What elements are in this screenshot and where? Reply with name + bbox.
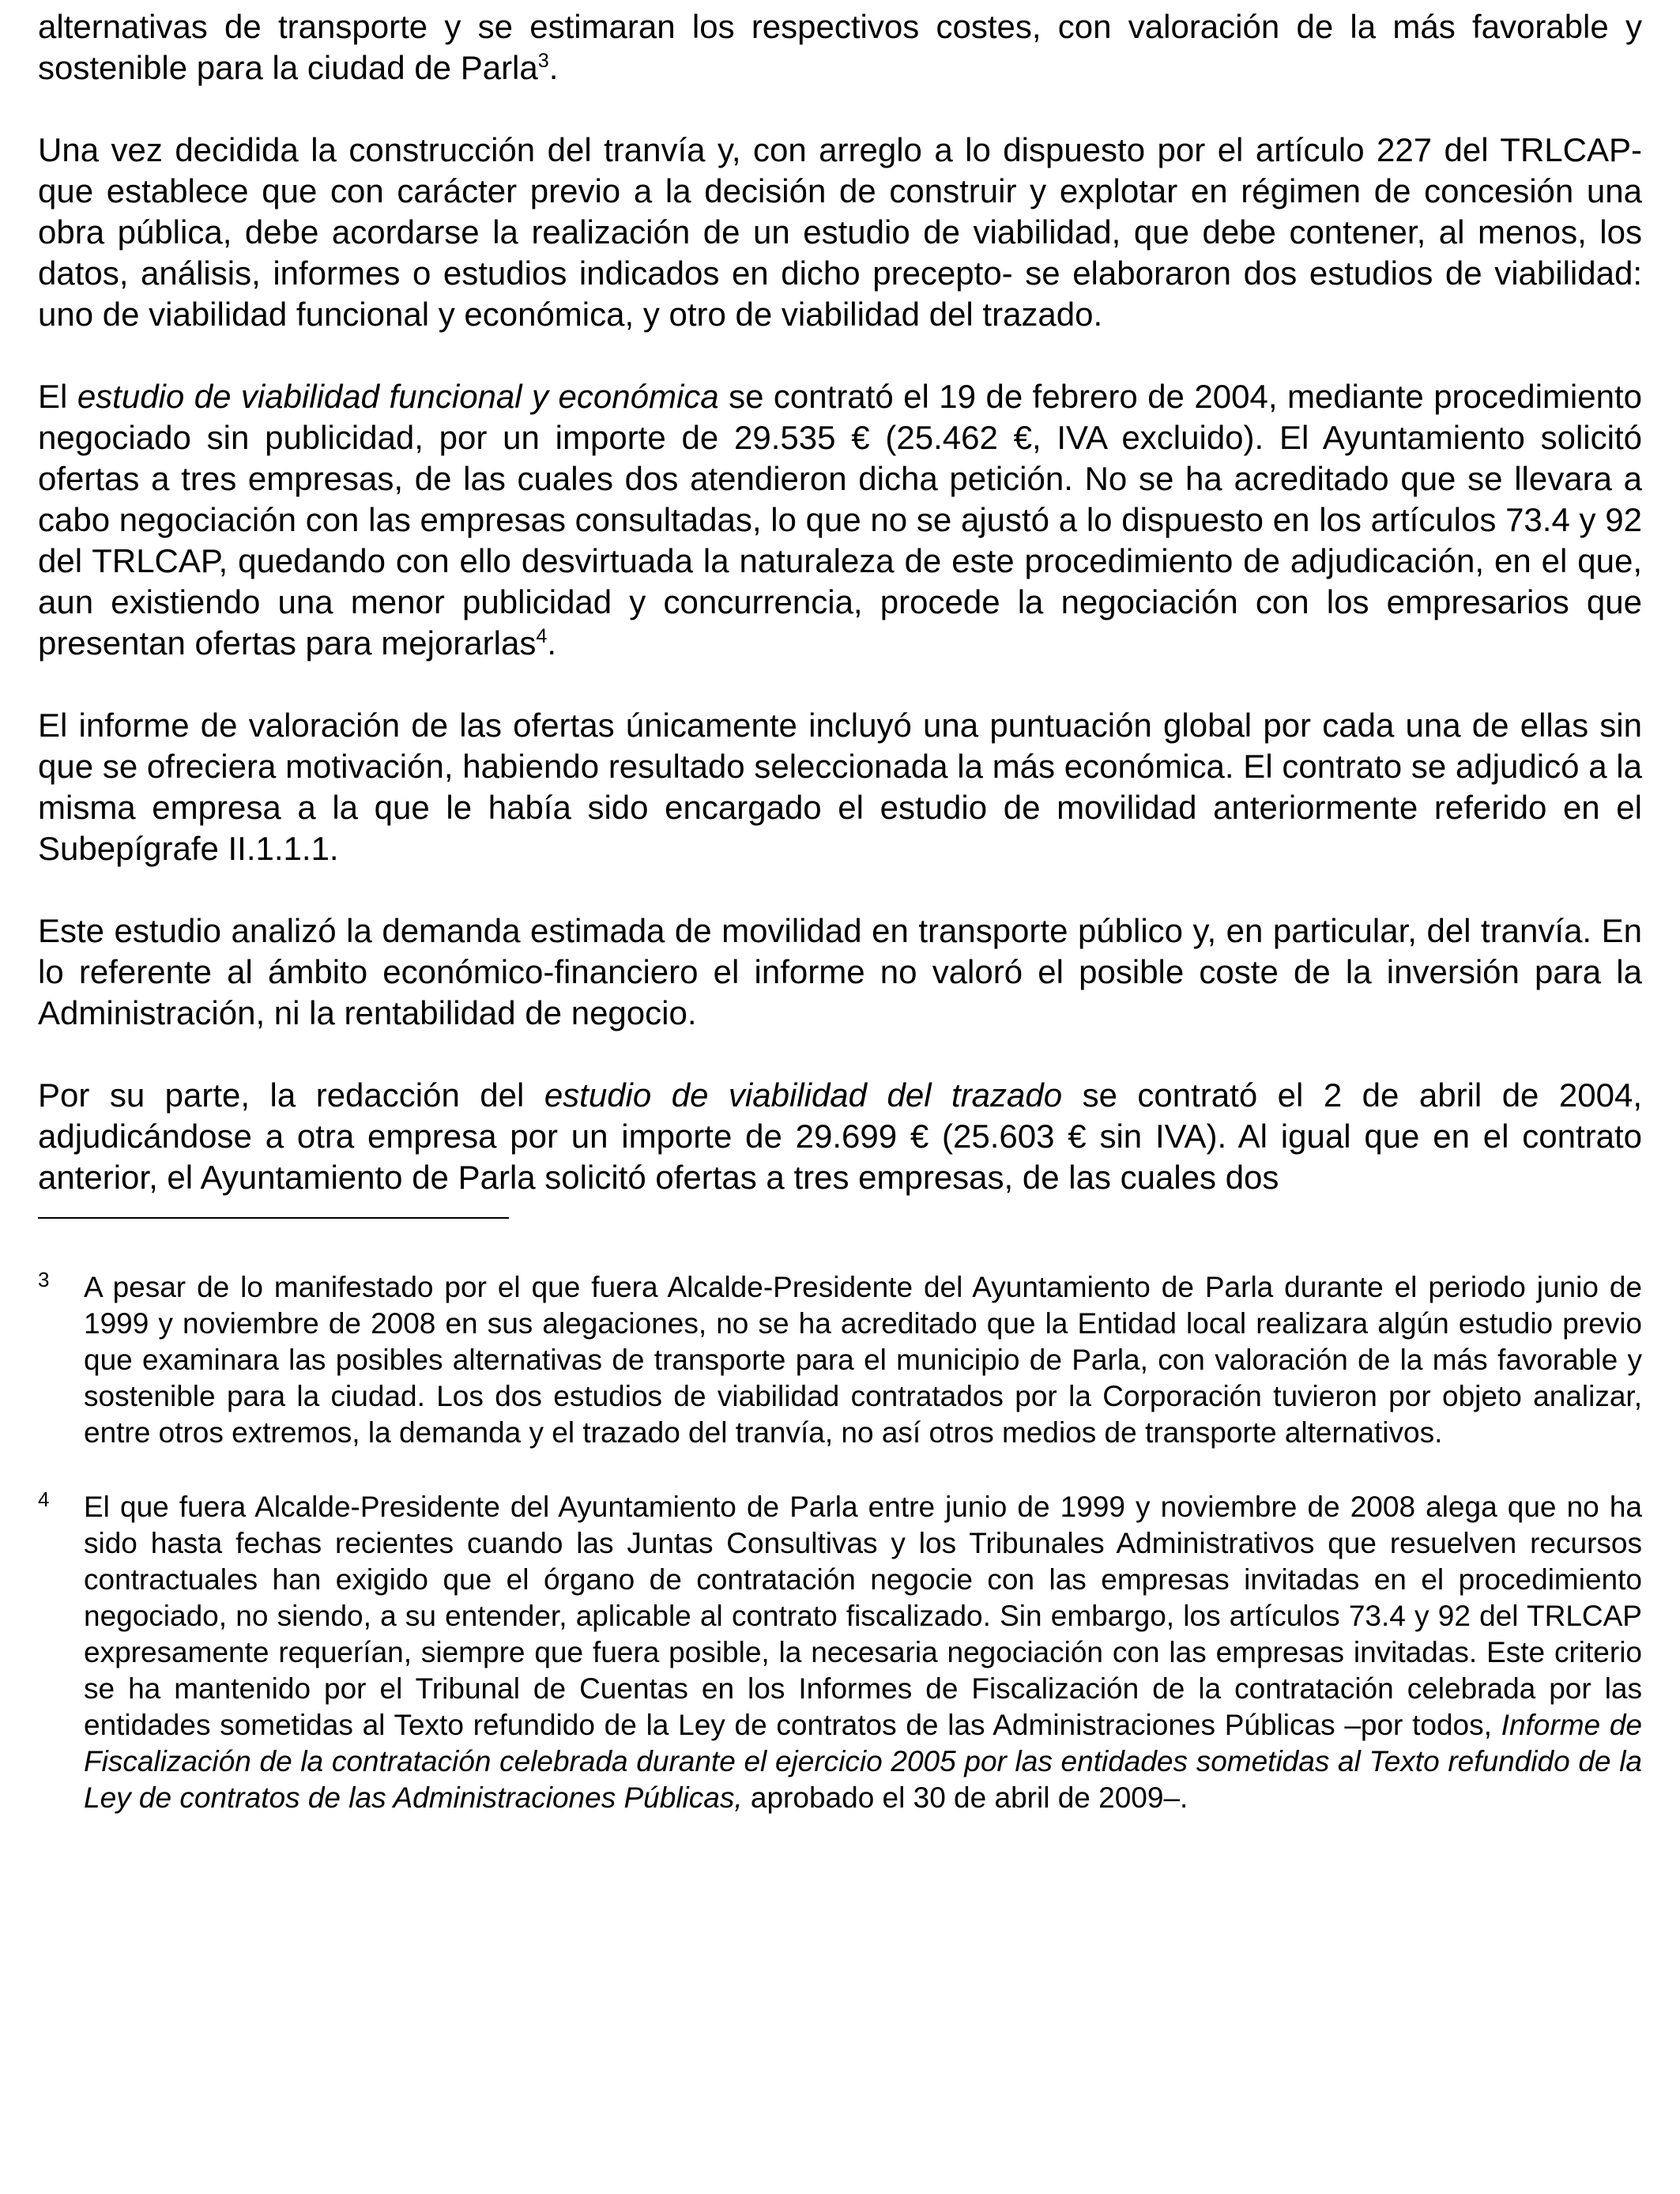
- footnote-3-text: A pesar de lo manifestado por el que fuera Alcalde-Presidente del Ayuntamiento de Parla durante el periodo junio de 1999 y noviembre de 2008 en sus alegaciones, no se ha acreditado que la Entidad local realizara algún estudio previo que examinara las posibles alternativas de transporte para el municipio de Parla, con valoración de la más favorable y sostenible para la ciudad. Los dos estudios de viabilidad contratados por la Corporación tuvieron por objeto analizar, entre otros extremos, la demanda y el trazado del tranvía, no así otros medios de transporte alternativos.: [84, 1271, 1642, 1449]
- paragraph-4: El informe de valoración de las ofertas únicamente incluyó una puntuación global por cada una de ellas sin que se ofreciera motivación, habiendo resultado seleccionada la más económica. El contrato se adjudicó a la misma empresa a la que le había sido encargado el estudio de movilidad anteriormente referido en el Subepígrafe II.1.1.1.: [38, 707, 1642, 867]
- footnote-4-end: aprobado el 30 de abril de 2009–.: [742, 1781, 1188, 1814]
- footnote-4-text: [84, 1489, 1642, 1816]
- paragraph-3-lead: El: [38, 378, 77, 415]
- paragraph-1-end: .: [548, 49, 559, 86]
- paragraph-1: [38, 6, 1642, 89]
- paragraph-3-body: se contrató el 19 de febrero de 2004, mediante procedimiento negociado sin publicidad, por un importe de 29.535 € (25.462 €, IVA excluido). El Ayuntamiento solicitó ofertas a tres empresas, de las cuales dos atendieron dicha petición. No se ha acreditado que se llevara a cabo negociación con las empresas consultadas, lo que no se ajustó a lo dispuesto en los artículos 73.4 y 92 del TRLCAP, quedando con ello desvirtuada la naturaleza de este procedimiento de adjudicación, en el que, aun existiendo una menor publicidad y concurrencia, procede la negociación con los empresarios que presentan ofertas para mejorarlas: [38, 378, 1643, 662]
- paragraph-3: [38, 376, 1642, 664]
- footnote-4: [38, 1489, 1642, 1816]
- paragraph-6-italic-title: estudio de viabilidad del trazado: [544, 1076, 1063, 1114]
- paragraph-6-body: se contrató el 2 de abril de 2004, adjudicándose a otra empresa por un importe de 29.699 € (25.603 € sin IVA). Al igual que en el contrato anterior, el Ayuntamiento de Parla solicitó ofertas a tres empresas, de las cuales dos: [38, 1076, 1642, 1196]
- paragraph-3-end: .: [547, 624, 557, 662]
- paragraph-5: Este estudio analizó la demanda estimada de movilidad en transporte público y, en particular, del tranvía. En lo referente al ámbito económico-financiero el informe no valoró el posible coste de la inversión para la Administración, ni la rentabilidad de negocio.: [38, 912, 1642, 1031]
- footnote-3-mark: 3: [38, 1268, 50, 1291]
- paragraph-2: Una vez decidida la construcción del tranvía y, con arreglo a lo dispuesto por el artículo 227 del TRLCAP-que establece que con carácter previo a la decisión de construir y explotar en régimen de concesión una obra pública, debe acordarse la realización de un estudio de viabilidad, que debe contener, al menos, los datos, análisis, informes o estudios indicados en dicho precepto- se elaboraron dos estudios de viabilidad: uno de viabilidad funcional y económica, y otro de viabilidad del trazado.: [38, 131, 1642, 333]
- footnote-3: [38, 1269, 1642, 1451]
- paragraph-6: [38, 1075, 1642, 1198]
- document-page: [38, 6, 1642, 1854]
- paragraph-1-text: alternativas de transporte y se estimaran los respectivos costes, con valoración de la más favorable y sostenible para la ciudad de Parla: [38, 8, 1642, 86]
- paragraph-3-italic-title: estudio de viabilidad funcional y económica: [77, 378, 719, 415]
- footnote-separator: [38, 1217, 509, 1219]
- paragraph-6-lead: Por su parte, la redacción del: [38, 1076, 544, 1114]
- footnote-4-mark: 4: [38, 1487, 50, 1511]
- footnote-4-body: El que fuera Alcalde-Presidente del Ayuntamiento de Parla entre junio de 1999 y noviembre de 2008 alega que no ha sido hasta fechas recientes cuando las Juntas Consultivas y los Tribunales Administrativos que resuelven recursos contractuales han exigido que el órgano de contratación negocie con las empresas invitadas en el procedimiento negociado, no siendo, a su entender, aplicable al contrato fiscalizado. Sin embargo, los artículos 73.4 y 92 del TRLCAP expresamente requerían, siempre que fuera posible, la necesaria negociación con las empresas invitadas. Este criterio se ha mantenido por el Tribunal de Cuentas en los Informes de Fiscalización de la contratación celebrada por las entidades sometidas al Texto refundido de la Ley de contratos de las Administraciones Públicas –por todos,: [84, 1491, 1642, 1741]
- footnote-ref-4[interactable]: 4: [536, 625, 548, 647]
- footnote-4-italic-title: Informe de Fiscalización de la contratación celebrada durante el ejercicio 2005 por las entidades sometidas al Texto refundido de la Ley de contratos de las Administraciones Públicas,: [84, 1709, 1643, 1814]
- footnote-ref-3[interactable]: 3: [537, 50, 549, 72]
